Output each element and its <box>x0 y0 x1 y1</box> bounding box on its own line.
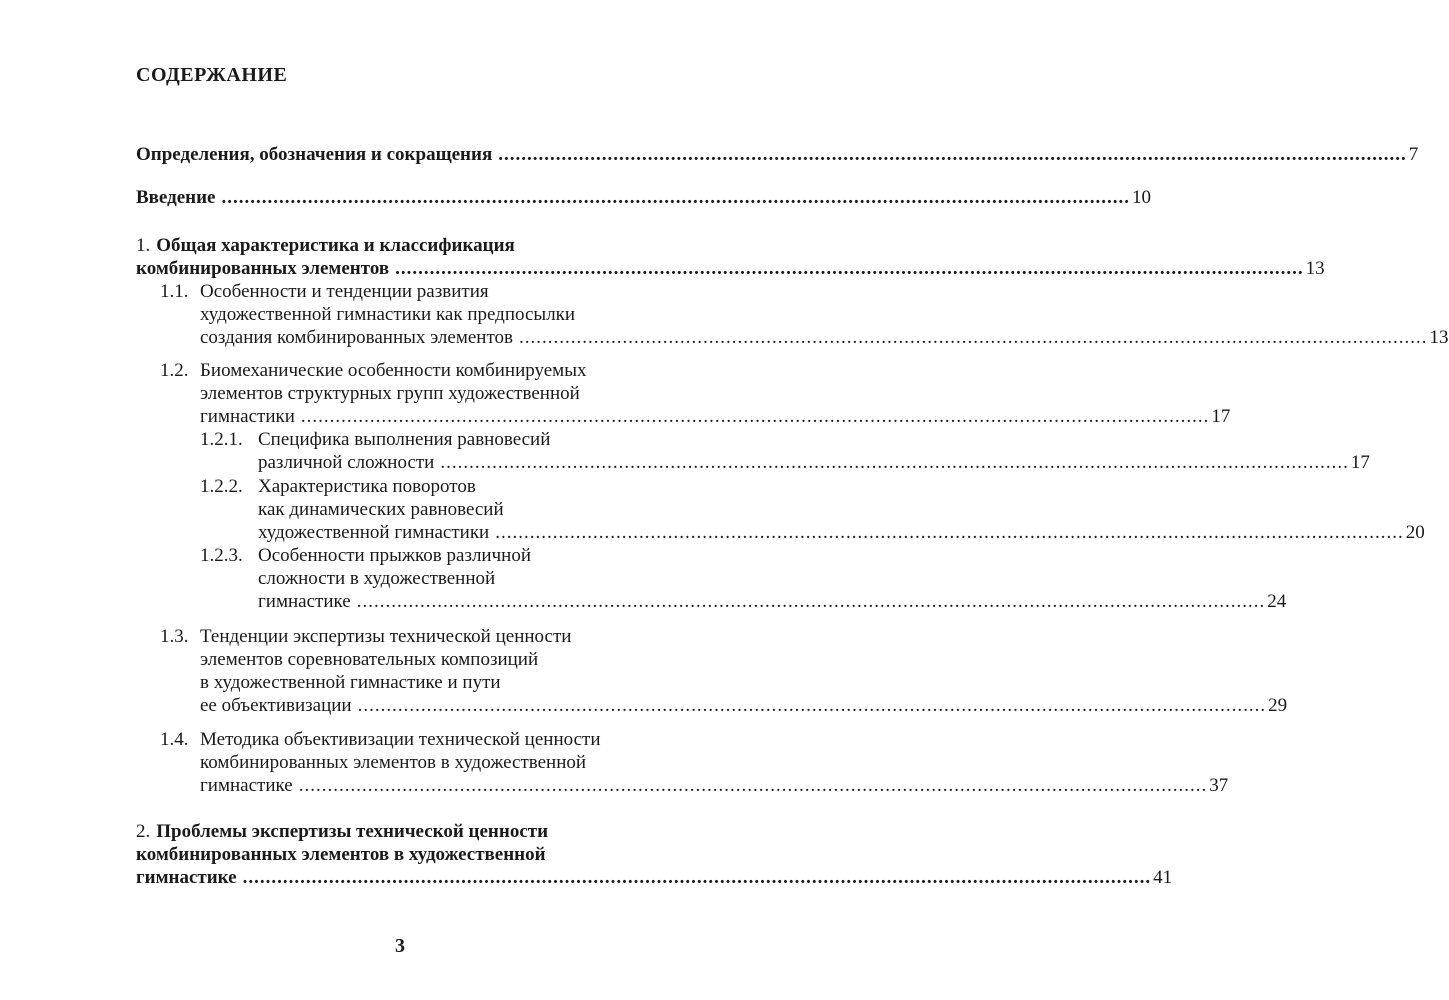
toc-page-number: 7 <box>1408 144 1419 165</box>
toc-page-number: 13 <box>1305 258 1325 279</box>
toc-page-number: 24 <box>1267 591 1287 612</box>
toc-entry-line: Методика объективизации технической ценности <box>200 729 601 750</box>
toc-entry-line: сложности в художественной <box>258 568 496 589</box>
toc-entry-line: художественной гимнастики <box>258 522 490 543</box>
toc-entry-1-4 <box>160 728 1229 797</box>
toc-heading: СОДЕРЖАНИЕ <box>136 64 288 86</box>
toc-entry-line: гимнастики <box>200 406 295 427</box>
toc-entry-definitions <box>136 143 1419 166</box>
toc-entry-number: 1.2.1. <box>200 429 243 450</box>
toc-entry-line: как динамических равновесий <box>258 499 504 520</box>
toc-entry-line: гимнастике <box>136 867 237 888</box>
toc-entry-1-1 <box>160 280 1449 349</box>
toc-entry-number: 1.1. <box>160 281 189 302</box>
toc-entry-line: различной сложности <box>258 452 435 473</box>
toc-entry-line: Характеристика поворотов <box>258 476 476 497</box>
toc-page-number: 41 <box>1153 867 1173 888</box>
toc-entry-1-2-1 <box>200 428 1370 474</box>
toc-entry-line: гимнастике <box>200 775 293 796</box>
toc-entry-line: художественной гимнастики как предпосылки <box>200 304 576 325</box>
toc-page-number: 20 <box>1405 522 1425 543</box>
toc-entry-line: Особенности и тенденции развития <box>200 281 489 302</box>
toc-leader-dots <box>299 774 1208 797</box>
toc-entry-chapter-2 <box>136 820 1173 889</box>
toc-entry-1-2-3 <box>200 544 1287 613</box>
toc-page-number: 17 <box>1350 452 1370 473</box>
toc-leader-dots <box>395 257 1304 280</box>
toc-leader-dots <box>357 590 1266 613</box>
toc-entry-number: 1.2.2. <box>200 476 243 497</box>
toc-entry-line: комбинированных элементов <box>136 258 390 279</box>
toc-entry-line: Общая характеристика и классификация <box>156 235 515 256</box>
toc-entry-line: Тенденции экспертизы технической ценности <box>200 626 572 647</box>
toc-entry-line: Биомеханические особенности комбинируемых <box>200 360 587 381</box>
toc-page-number: 29 <box>1268 695 1288 716</box>
toc-entry-title: Определения, обозначения и сокращения <box>136 144 493 165</box>
toc-entry-1-3 <box>160 625 1288 717</box>
toc-leader-dots <box>358 694 1267 717</box>
toc-entry-number: 1. <box>136 235 151 256</box>
toc-entry-title: Введение <box>136 187 216 208</box>
page-number-footer: 3 <box>395 935 405 957</box>
toc-entry-line: комбинированных элементов в художественной <box>136 844 546 865</box>
toc-entry-line: Специфика выполнения равновесий <box>258 429 551 450</box>
toc-page-number: 13 <box>1429 327 1449 348</box>
toc-entry-1-2-2 <box>200 475 1425 544</box>
toc-entry-number: 1.4. <box>160 729 189 750</box>
toc-entry-line: в художественной гимнастике и пути <box>200 672 501 693</box>
toc-entry-1-2 <box>160 359 1231 428</box>
toc-entry-line: создания комбинированных элементов <box>200 327 513 348</box>
toc-leader-dots <box>519 326 1428 349</box>
toc-entry-number: 1.2. <box>160 360 189 381</box>
toc-entry-line: комбинированных элементов в художественной <box>200 752 587 773</box>
toc-entry-line: элементов соревновательных композиций <box>200 649 539 670</box>
toc-leader-dots <box>495 521 1404 544</box>
toc-entry-line: ее объективизации <box>200 695 352 716</box>
toc-leader-dots <box>498 143 1407 166</box>
toc-entry-introduction <box>136 186 1151 209</box>
toc-page-number: 10 <box>1132 187 1151 208</box>
toc-entry-line: гимнастике <box>258 591 351 612</box>
toc-entry-chapter-1 <box>136 234 1325 280</box>
toc-entry-line: Проблемы экспертизы технической ценности <box>156 821 549 842</box>
toc-leader-dots <box>301 405 1210 428</box>
toc-page-number: 37 <box>1209 775 1229 796</box>
toc-entry-number: 1.3. <box>160 626 189 647</box>
toc-leader-dots <box>222 186 1131 209</box>
toc-entry-number: 1.2.3. <box>200 545 243 566</box>
toc-page-number: 17 <box>1211 406 1231 427</box>
toc-leader-dots <box>243 866 1152 889</box>
toc-entry-line: элементов структурных групп художественной <box>200 383 580 404</box>
toc-leader-dots <box>440 451 1349 474</box>
toc-entry-number: 2. <box>136 821 151 842</box>
toc-entry-line: Особенности прыжков различной <box>258 545 531 566</box>
